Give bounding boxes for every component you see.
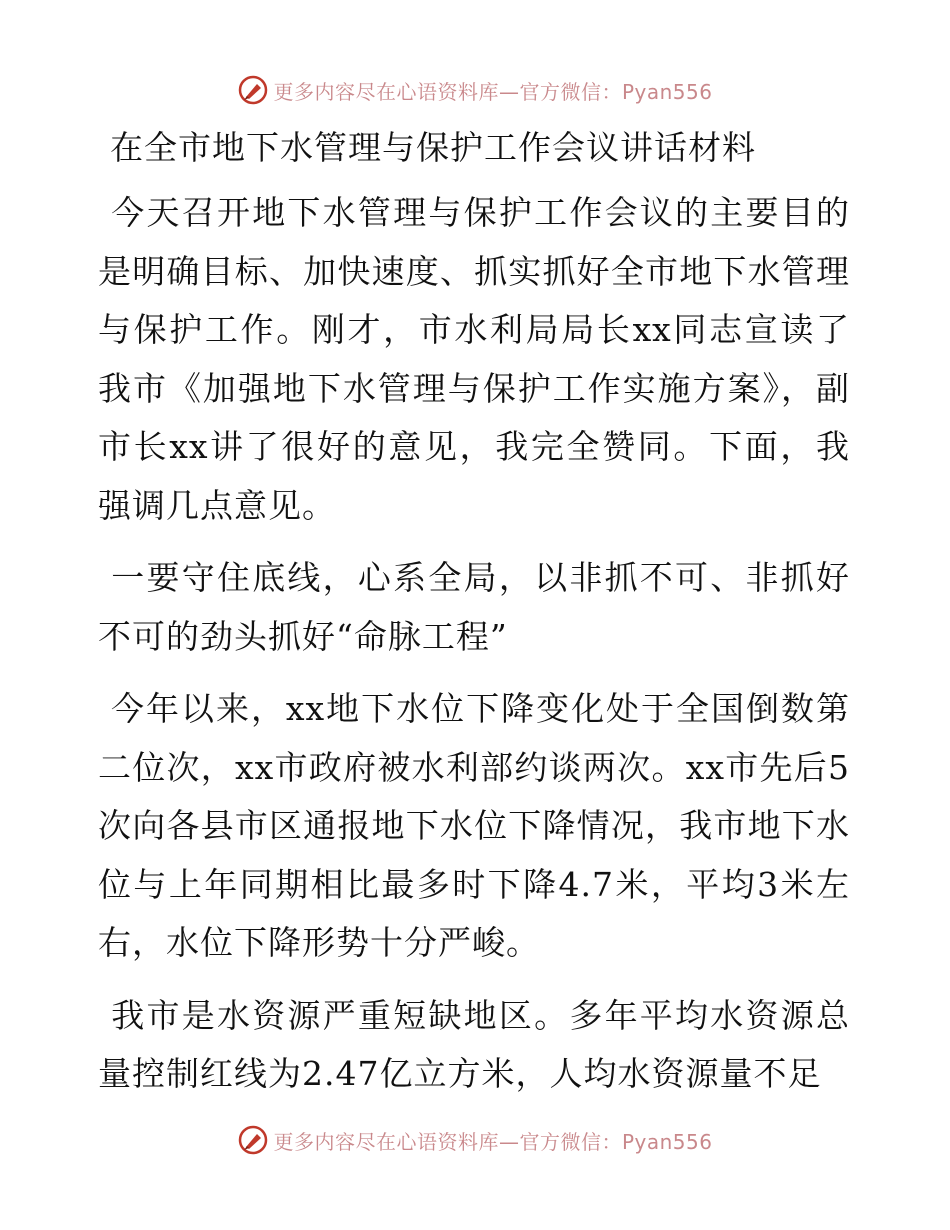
footer-watermark [0, 1120, 950, 1160]
watermark-text: 更多内容尽在心语资料库—官方微信：Pyan556 [273, 1129, 713, 1154]
pen-nib-logo-icon [237, 74, 269, 106]
document-body [98, 122, 850, 1118]
paragraph: 我市是水资源严重短缺地区。多年平均水资源总量控制红线为2.47亿立方米，人均水资源量不足 [98, 995, 850, 1093]
paragraph: 今年以来，xx地下水位下降变化处于全国倒数第二位次，xx市政府被水利部约谈两次。xx市先后5次向各县市区通报地下水位下降情况，我市地下水位与上年同期相比最多时下降4.7米，平均3米左右，水位下降形势十分严峻。 [98, 689, 850, 962]
pen-nib-logo-icon [237, 1124, 269, 1156]
document-title: 在全市地下水管理与保护工作会议讲话材料 [110, 128, 756, 167]
paragraph: 今天召开地下水管理与保护工作会议的主要目的是明确目标、加快速度、抓实抓好全市地下水管理与保护工作。刚才，市水利局局长xx同志宣读了我市《加强地下水管理与保护工作实施方案》，副市长xx讲了很好的意见，我完全赞同。下面，我强调几点意见。 [98, 193, 850, 525]
section-heading: 一要守住底线，心系全局，以非抓不可、非抓好不可的劲头抓好“命脉工程” [98, 558, 850, 656]
header-watermark [0, 70, 950, 110]
watermark-text: 更多内容尽在心语资料库—官方微信：Pyan556 [273, 79, 713, 104]
